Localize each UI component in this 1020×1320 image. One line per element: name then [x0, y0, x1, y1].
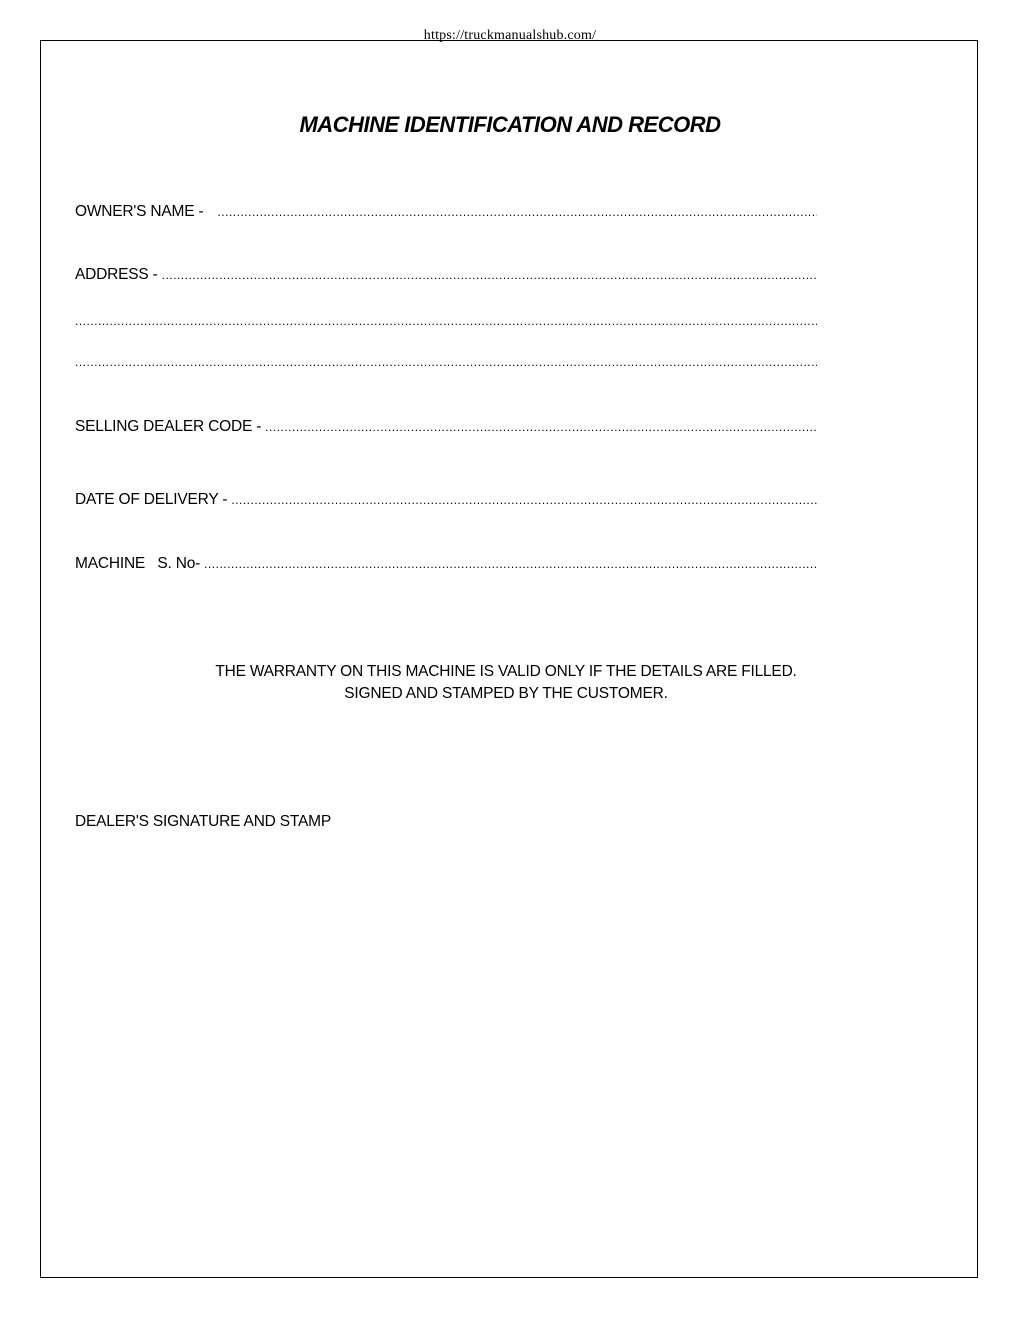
owner-name-line[interactable]: [217, 201, 817, 223]
address-label: ADDRESS -: [75, 266, 158, 283]
machine-serial-field[interactable]: [75, 553, 817, 575]
address-line-1[interactable]: [162, 264, 817, 286]
date-of-delivery-line[interactable]: [231, 489, 817, 511]
selling-dealer-code-line[interactable]: [265, 416, 817, 438]
address-line-2[interactable]: [75, 310, 817, 332]
address-line-2-field[interactable]: [75, 310, 817, 332]
dealer-signature-label: DEALER'S SIGNATURE AND STAMP: [75, 813, 332, 830]
address-field[interactable]: [75, 264, 817, 286]
selling-dealer-code-label: SELLING DEALER CODE -: [75, 418, 262, 435]
date-of-delivery-field[interactable]: [75, 489, 817, 511]
warranty-notice: [0, 661, 1012, 705]
page-border: [40, 40, 978, 1278]
address-line-3[interactable]: [75, 351, 817, 373]
source-url[interactable]: https://truckmanualshub.com/: [423, 28, 597, 43]
form-title: MACHINE IDENTIFICATION AND RECORD: [299, 112, 721, 137]
warranty-notice-line-2: SIGNED AND STAMPED BY THE CUSTOMER.: [344, 685, 668, 702]
address-line-3-field[interactable]: [75, 351, 817, 373]
date-of-delivery-label: DATE OF DELIVERY -: [75, 491, 228, 508]
owner-name-field[interactable]: [75, 201, 817, 223]
warranty-notice-line-1: THE WARRANTY ON THIS MACHINE IS VALID ONLY IF THE DETAILS ARE FILLED.: [215, 663, 797, 680]
selling-dealer-code-field[interactable]: [75, 416, 817, 438]
machine-serial-label: MACHINE S. No-: [75, 555, 201, 572]
machine-serial-line[interactable]: [204, 553, 817, 575]
owner-name-label: OWNER'S NAME -: [75, 203, 204, 220]
